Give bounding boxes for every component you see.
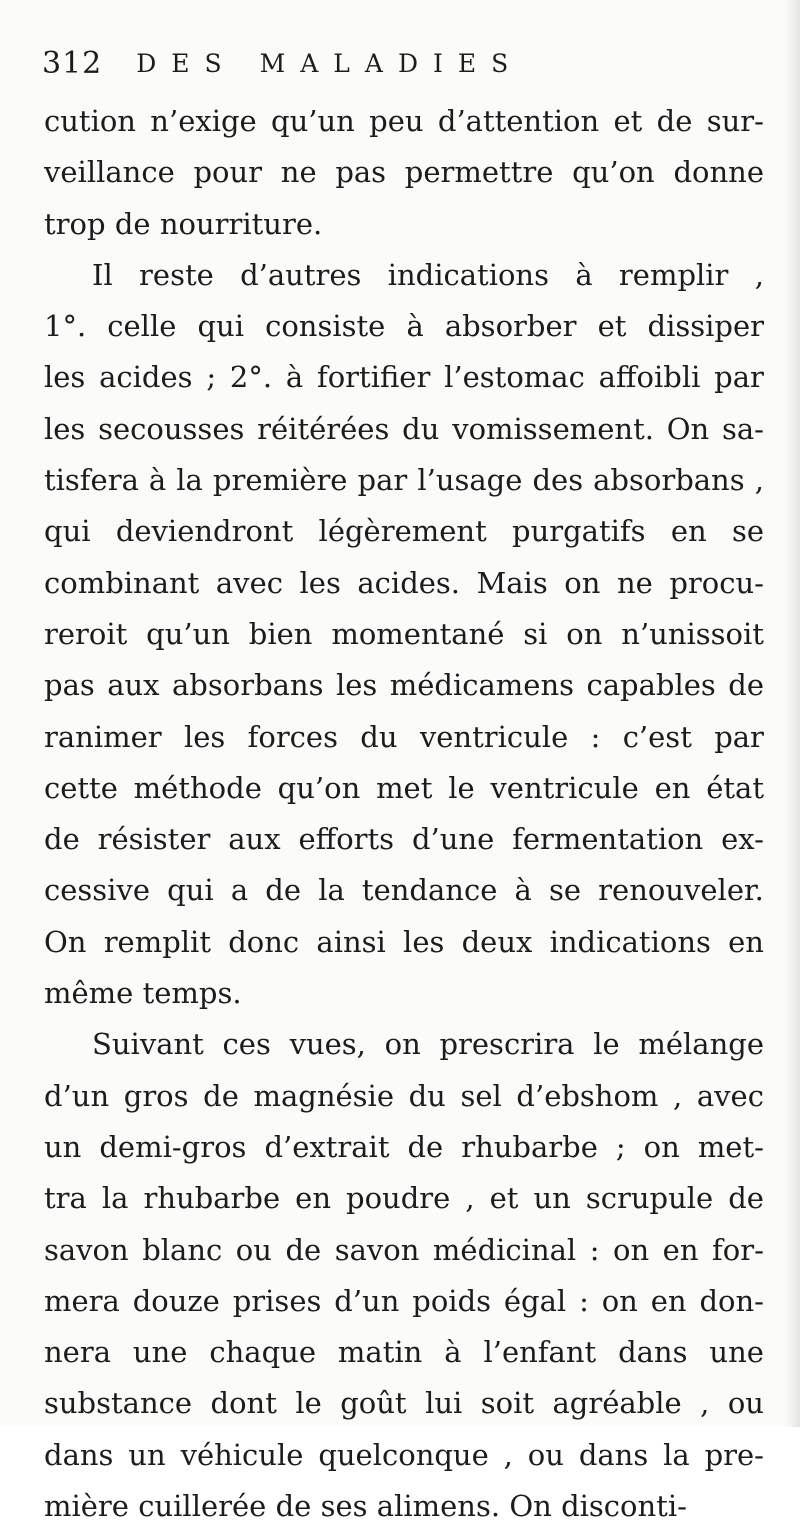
text-line: cessive qui a de la tendance à se renouveler.	[44, 873, 764, 908]
page-edge-shadow	[786, 0, 800, 1427]
text-line: ranimer les forces du ventricule : c’est par	[44, 719, 764, 754]
text-line: 1°. celle qui consiste à absorber et dissiper	[44, 309, 764, 344]
text-line: savon blanc ou de savon médicinal : on en for-	[44, 1232, 764, 1267]
text-line: d’un gros de magnésie du sel d’ebshom , avec	[44, 1078, 764, 1113]
text-line: combinant avec les acides. Mais on ne procu-	[44, 565, 764, 600]
text-line: un demi-gros d’extrait de rhubarbe ; on met-	[44, 1129, 764, 1164]
text-line: reroit qu’un bien momentané si on n’unissoit	[44, 616, 764, 651]
text-line: les secousses réitérées du vomissement. On sa-	[44, 411, 764, 446]
text-line: qui deviendront légèrement purgatifs en se	[44, 514, 764, 549]
text-line: tra la rhubarbe en poudre , et un scrupule de	[44, 1181, 764, 1216]
body-text	[44, 96, 764, 1532]
text-line: Il reste d’autres indications à remplir ,	[92, 257, 764, 292]
text-line: de résister aux efforts d’une fermentation ex-	[44, 822, 764, 857]
text-line: veillance pour ne pas permettre qu’on donne	[44, 155, 764, 190]
text-line: mera douze prises d’un poids égal : on en don-	[44, 1283, 764, 1318]
page-number: 312	[42, 45, 103, 81]
text-line: pas aux absorbans les médicamens capables de	[44, 668, 764, 703]
text-line: On remplit donc ainsi les deux indications en	[44, 924, 764, 959]
text-line: cution n’exige qu’un peu d’attention et de sur-	[44, 104, 764, 138]
text-line: Suivant ces vues, on prescrira le mélange	[92, 1027, 764, 1062]
text-line: dans un véhicule quelconque , ou dans la pre-	[44, 1437, 764, 1472]
text-line: trop de nourriture.	[44, 206, 323, 241]
text-line: nera une chaque matin à l’enfant dans une	[44, 1335, 764, 1370]
text-line: tisfera à la première par l’usage des absorbans ,	[44, 463, 764, 498]
text-line: les acides ; 2°. à fortifier l’estomac affoibli par	[44, 360, 764, 395]
running-head: DES MALADIES	[136, 48, 524, 78]
text-line: même temps.	[44, 976, 242, 1011]
text-line: substance dont le goût lui soit agréable , ou	[44, 1386, 764, 1421]
text-line: cette méthode qu’on met le ventricule en état	[44, 770, 764, 805]
page-header	[42, 38, 770, 88]
text-line: mière cuillerée de ses alimens. On disconti-	[44, 1489, 687, 1524]
